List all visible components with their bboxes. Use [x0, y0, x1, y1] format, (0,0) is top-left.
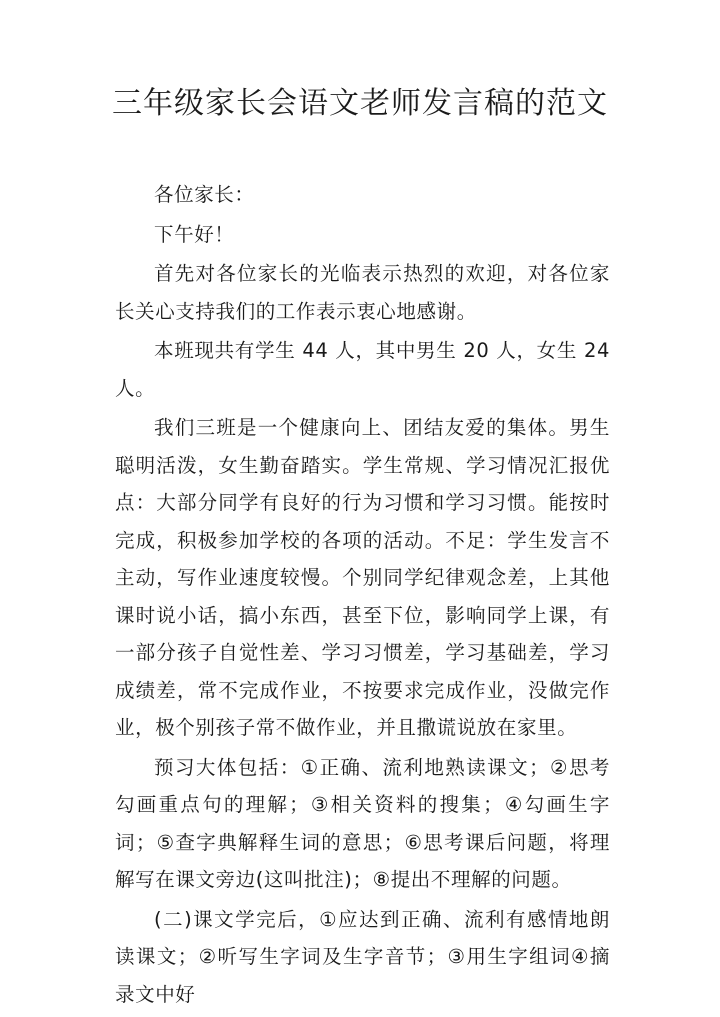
paragraph-preview: 预习大体包括：①正确、流利地熟读课文；②思考勾画重点句的理解；③相关资料的搜集；④勾画生字词；⑤查字典解释生词的意思；⑥思考课后问题，将理解写在课文旁边(这叫批注)；⑧提出不理解的问题。 — [115, 755, 610, 891]
paragraph-after-lesson: (二)课文学完后，①应达到正确、流利有感情地朗读课文；②听写生字词及生字音节；③用生字组词④摘录文中好 — [115, 907, 610, 1006]
paragraph-greeting: 各位家长： — [154, 183, 255, 206]
paragraph-welcome: 首先对各位家长的光临表示热烈的欢迎，对各位家长关心支持我们的工作表示衷心地感谢。 — [115, 262, 610, 323]
paragraph-class-size: 本班现共有学生 44 人，其中男生 20 人，女生 24 人。 — [115, 339, 610, 400]
document-title: 三年级家长会语文老师发言稿的范文 — [112, 86, 608, 121]
paragraph-class-report: 我们三班是一个健康向上、团结友爱的集体。男生聪明活泼，女生勤奋踏实。学生常规、学习情况汇报优点：大部分同学有良好的行为习惯和学习习惯。能按时完成，积极参加学校的各项的活动。不足：学生发言不主动，写作业速度较慢。个别同学纪律观念差，上其他课时说小话，搞小东西，甚至下位，影响同学上课，有一部分孩子自觉性差、学习习惯差，学习基础差，学习成绩差，常不完成作业，不按要求完成作业，没做完作业，极个别孩子常不做作业，并且撒谎说放在家里。 — [115, 416, 610, 739]
document-body — [115, 176, 610, 1013]
paragraph-good-afternoon: 下午好！ — [154, 222, 235, 246]
